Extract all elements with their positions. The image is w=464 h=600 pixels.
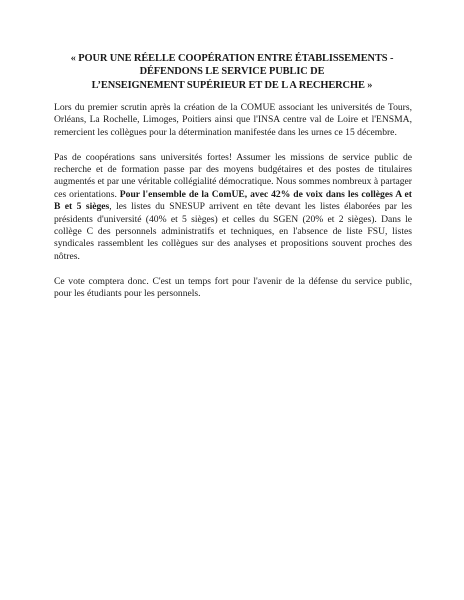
title-line-2: DÉFENDONS LE SERVICE PUBLIC DE bbox=[139, 66, 325, 78]
election-result-highlight: Pour l'ensemble de la ComUE, avec 42% de voix dans les collèges A et B et 5 sièges bbox=[54, 188, 412, 213]
paragraph-cooperation bbox=[54, 152, 412, 264]
title-line-1: « POUR UNE RÉELLE COOPÉRATION ENTRE ÉTABLISSEMENTS - bbox=[70, 53, 394, 64]
paragraph-intro: Lors du premier scrutin après la création de la COMUE associant les universités de Tours, Orléans, La Rochelle, Limoges, Poitiers ainsi que l'INSA centre val de Loire et l'ENSMA, remercient les collègues pour la détermination manifestée dans les urnes ce 15 décembre. bbox=[54, 102, 412, 138]
title-line-3: L’ENSEIGNEMENT SUPÉRIEUR ET DE L A RECHERCHE » bbox=[91, 79, 373, 91]
paragraph-cooperation-rest: , les listes du SNESUP arrivent en tête devant les listes élaborées par les présidents d'université (40% et 5 sièges) et celles du SGEN (20% et 2 sièges). Dans le collège C des personnels administratifs et techniques, en l'absence de liste FSU, listes syndicales rassemblent les collègues sur des analyses et propositions souvent proches des nôtres. bbox=[54, 201, 413, 262]
document-body bbox=[54, 102, 412, 313]
document-title bbox=[50, 52, 414, 92]
paragraph-cooperation-text: Pas de coopérations sans universités fortes! Assumer les missions de service public de recherche et de formation passe par des moyens budgétaires et des postes de titulaires augmentés et par une véritable collégialité démocratique. Nous sommes nombreux à partager ces orientations. bbox=[54, 151, 412, 200]
paragraph-conclusion: Ce vote comptera donc. C'est un temps fort pour l'avenir de la défense du service public, pour les étudiants pour les personnels. bbox=[54, 275, 412, 300]
